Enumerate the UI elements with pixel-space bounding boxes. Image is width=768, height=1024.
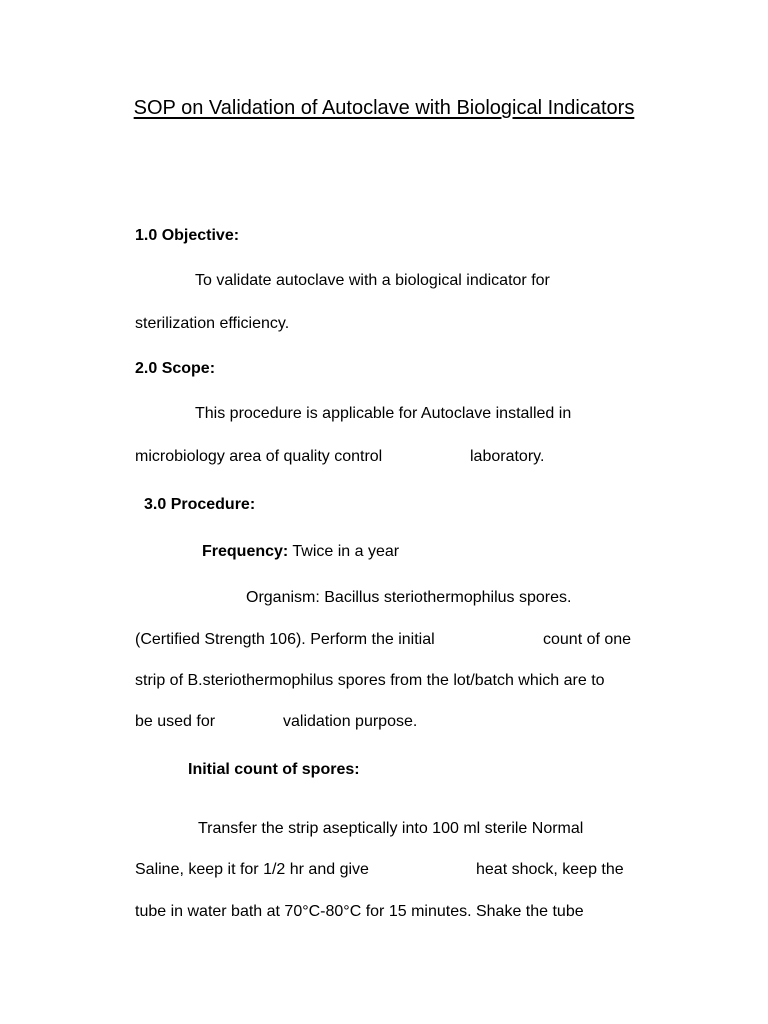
frequency-label: Frequency: — [202, 543, 289, 560]
initial-count-text-line-2b: heat shock, keep the — [476, 861, 624, 878]
document-title: SOP on Validation of Autoclave with Biological Indicators — [133, 97, 635, 119]
initial-count-text-line-1: Transfer the strip aseptically into 100 ml sterile Normal — [198, 820, 584, 837]
procedure-text-line-4b: validation purpose. — [283, 713, 418, 730]
initial-count-heading: Initial count of spores: — [188, 761, 360, 778]
initial-count-text-line-2a: Saline, keep it for 1/2 hr and give — [135, 861, 369, 878]
scope-text-line-2b: laboratory. — [470, 448, 545, 465]
scope-text-line-1: This procedure is applicable for Autoclave installed in — [195, 405, 572, 422]
initial-count-text-line-3: tube in water bath at 70°C-80°C for 15 minutes. Shake the tube — [135, 903, 584, 920]
objective-text-line-2: sterilization efficiency. — [135, 315, 290, 332]
procedure-text-line-3: strip of B.steriothermophilus spores from the lot/batch which are to — [135, 672, 605, 689]
procedure-text-line-2b: count of one — [543, 631, 632, 648]
organism-line: Organism: Bacillus steriothermophilus spores. — [246, 589, 572, 606]
procedure-heading: 3.0 Procedure: — [144, 496, 256, 513]
frequency-line — [202, 542, 399, 562]
objective-heading: 1.0 Objective: — [135, 227, 240, 244]
scope-heading: 2.0 Scope: — [135, 360, 216, 377]
frequency-value: Twice in a year — [292, 543, 400, 560]
procedure-text-line-4a: be used for — [135, 713, 216, 730]
scope-text-line-2a: microbiology area of quality control — [135, 448, 383, 465]
procedure-text-line-2a: (Certified Strength 106). Perform the initial — [135, 631, 435, 648]
objective-text-line-1: To validate autoclave with a biological indicator for — [195, 272, 550, 289]
